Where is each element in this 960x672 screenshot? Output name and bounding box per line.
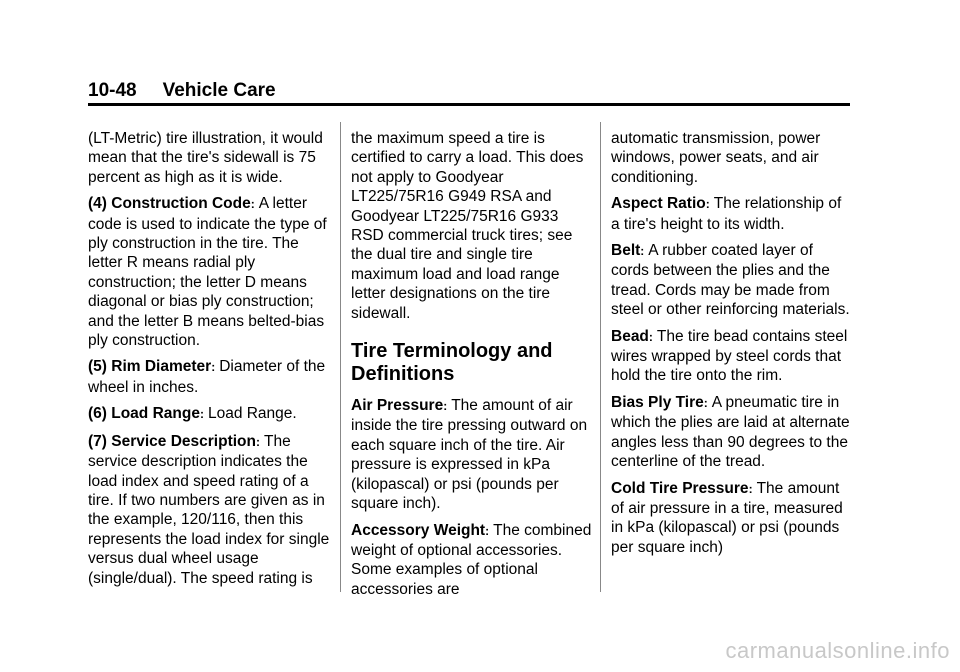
definition-item — [88, 404, 330, 424]
definition-item — [611, 241, 853, 320]
definition-text: A rubber coated layer of cords between the plies and the tread. Cords may be made from steel or other reinforcing materials. — [611, 242, 850, 319]
definition-item — [88, 357, 330, 397]
section-heading: Tire Terminology and Definitions — [351, 340, 553, 386]
definition-item — [611, 479, 853, 558]
definition-text: Load Range. — [207, 405, 297, 423]
definition-term: Air Pressure : — [351, 397, 451, 414]
definition-term: (5) Rim Diameter : — [88, 358, 219, 375]
definition-item — [88, 432, 330, 588]
header-rule — [88, 103, 850, 106]
definition-text: The relationship of a tire's height to its width. — [611, 195, 842, 233]
paragraph — [88, 129, 330, 187]
definition-text: A letter code is used to indicate the type of ply construction in the tire. The letter R means radial ply construction; the letter D means diagonal or bias ply construction; and the letter B means belted-bias ply construction. — [88, 195, 327, 350]
definition-text: The tire bead contains steel wires wrapped by steel cords that hold the tire onto the rim. — [611, 327, 848, 385]
section-title: Vehicle Care — [162, 80, 276, 101]
column-divider — [340, 122, 341, 592]
definition-item — [88, 194, 330, 350]
definition-item — [351, 521, 593, 600]
definition-text: The service description indicates the load index and speed rating of a tire. If two numbers are given as in the example, 120/116, then this represents the load index for single versus dual wheel usage (single/dual). The speed rating is — [88, 432, 330, 587]
paragraph-text: the maximum speed a tire is certified to carry a load. This does not apply to Goodyear LT225/75R16 G949 RSA and Goodyear LT225/75R16 G933 RSD commercial truck tires; see the dual tire and single tire maximum load and load range letter designations on the tire sidewall. — [351, 130, 584, 322]
watermark: carmanualsonline.info — [725, 638, 950, 663]
definition-text: The amount of air inside the tire pressing outward on each square inch of the tire. Air pressure is expressed in kPa (kilopascal) or psi (pounds per square inch). — [351, 397, 588, 513]
paragraph-text: (LT-Metric) tire illustration, it would mean that the tire's sidewall is 75 percent as high as it is wide. — [88, 130, 323, 186]
definition-term: Accessory Weight : — [351, 522, 493, 539]
page-header — [88, 80, 276, 102]
paragraph-text: automatic transmission, power windows, power seats, and air conditioning. — [611, 130, 821, 186]
definition-item — [351, 396, 593, 513]
definition-text: Diameter of the wheel in inches. — [88, 358, 326, 396]
definition-item — [611, 327, 853, 386]
column-2 — [351, 129, 593, 606]
definition-item — [611, 393, 853, 472]
definition-text: The amount of air pressure in a tire, measured in kPa (kilopascal) or psi (pounds per square inch) — [611, 479, 843, 556]
paragraph — [611, 129, 853, 187]
column-1 — [88, 129, 330, 595]
definition-term: Aspect Ratio : — [611, 195, 714, 212]
definition-text: A pneumatic tire in which the plies are laid at alternate angles less than 90 degrees to the centerline of the tread. — [611, 393, 850, 471]
definition-term: (7) Service Description : — [88, 433, 264, 450]
definition-text: The combined weight of optional accessories. Some examples of optional accessories are — [351, 521, 592, 598]
definition-term: Cold Tire Pressure : — [611, 480, 757, 497]
column-divider — [600, 122, 601, 592]
definition-term: Bias Ply Tire : — [611, 394, 712, 411]
definition-term: Belt : — [611, 242, 648, 259]
definition-term: Bead : — [611, 328, 657, 345]
definition-term: (4) Construction Code : — [88, 195, 259, 212]
definition-term: (6) Load Range : — [88, 405, 208, 422]
column-3 — [611, 129, 853, 564]
page-number: 10-48 — [88, 80, 137, 101]
paragraph — [351, 129, 593, 323]
definition-item — [611, 194, 853, 234]
